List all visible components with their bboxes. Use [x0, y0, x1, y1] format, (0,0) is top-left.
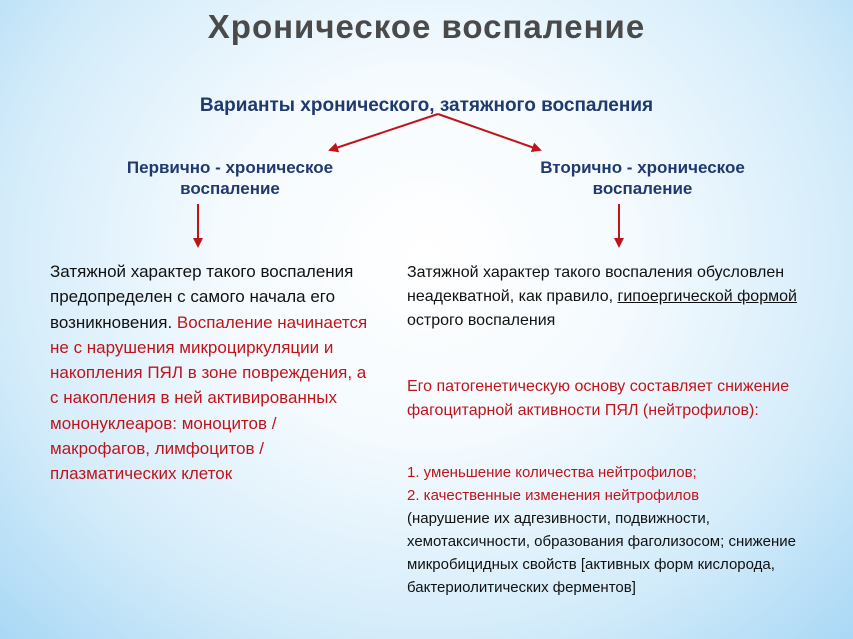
arrow-to-left-branch: [330, 114, 438, 150]
right-p1-underlined: гипоергической формой: [617, 288, 797, 305]
right-paragraph-1: [407, 261, 822, 333]
right-item-1: 1. уменьшение количества нейтрофилов;: [407, 464, 697, 481]
page-title: Хроническое воспаление: [207, 8, 646, 45]
left-description: [50, 259, 370, 487]
right-paragraph-2: Его патогенетическую основу составляет снижение фагоцитарной активности ПЯЛ (нейтрофилов):: [407, 378, 790, 419]
left-red-text: Воспаление начинается не с нарушения микроциркуляции и накопления ПЯЛ в зоне повреждения, а с накопления в ней активированных мононуклеаров: моноцитов / макрофагов, лимфоцитов /плазматических клеток: [50, 312, 368, 484]
right-item-2-details: (нарушение их адгезивности, подвижности, хемотаксичности, образования фаголизосом; снижение микробицидных свойств [активных форм кислорода, бактериолитических ферментов]: [407, 510, 796, 596]
left-branch-heading: Первично - хроническое воспаление: [126, 158, 334, 198]
arrow-to-right-branch: [438, 114, 540, 150]
right-branch-heading: Вторично - хроническое воспаление: [540, 158, 745, 198]
right-p1-end: острого воспаления: [407, 312, 556, 329]
right-item-2: 2. качественные изменения нейтрофилов: [407, 487, 700, 504]
diagram-subtitle: Варианты хронического, затяжного воспаления: [199, 95, 654, 116]
left-black-text: Затяжной характер такого воспаления предопределен с самого начала его возникновения.: [50, 262, 354, 332]
right-p1-start: Затяжной характер такого воспаления обусловлен неадекватной, как правило,: [407, 264, 785, 305]
